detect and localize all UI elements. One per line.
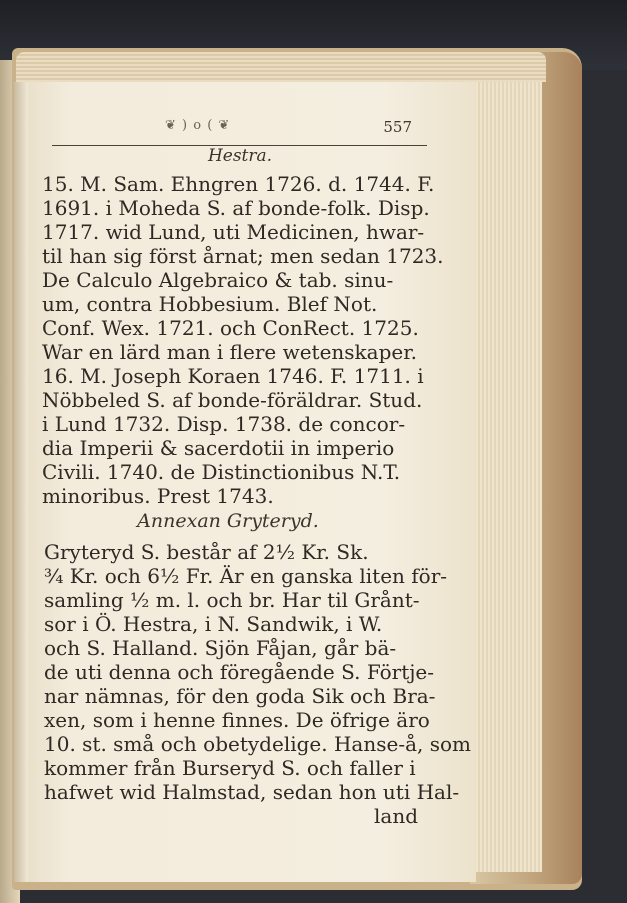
entry-line: War en lärd man i flere wetenskaper. bbox=[42, 340, 417, 364]
entry-line: 16. M. Joseph Koraen 1746. F. 1711. i bbox=[42, 364, 424, 388]
running-head bbox=[150, 118, 430, 140]
entry-line: dia Imperii & sacerdotii in imperio bbox=[42, 436, 395, 460]
annex-line: 10. st. små och obetydelige. Hanse-å, som bbox=[44, 732, 471, 756]
annex-line: kommer från Burseryd S. och faller i bbox=[44, 756, 416, 780]
entry-line: Nöbbeled S. af bonde-föräldrar. Stud. bbox=[42, 388, 423, 412]
page-number: 557 bbox=[383, 118, 412, 136]
annex-line: xen, som i henne finnes. De öfrige äro bbox=[44, 708, 430, 732]
annex-line: sor i Ö. Hestra, i N. Sandwik, i W. bbox=[44, 612, 383, 636]
annex-line: samling ½ m. l. och br. Har til Grånt- bbox=[44, 588, 420, 612]
annex-line: ¾ Kr. och 6½ Fr. Är en ganska liten för- bbox=[44, 564, 448, 588]
entry-line: til han sig först årnat; men sedan 1723. bbox=[42, 244, 444, 268]
section-title: Hestra. bbox=[207, 146, 273, 166]
annex-line: hafwet wid Halmstad, sedan hon uti Hal- bbox=[44, 780, 460, 804]
annex-title: Annexan Gryteryd. bbox=[137, 510, 319, 532]
entry-line: De Calculo Algebraico & tab. sinu- bbox=[42, 268, 394, 292]
entry-line: 1717. wid Lund, uti Medicinen, hwar- bbox=[42, 220, 425, 244]
entry-line: minoribus. Prest 1743. bbox=[42, 484, 274, 508]
entry-line: i Lund 1732. Disp. 1738. de concor- bbox=[42, 412, 406, 436]
entry-line: um, contra Hobbesium. Blef Not. bbox=[42, 292, 378, 316]
annex-line: de uti denna och föregående S. Förtje- bbox=[44, 660, 435, 684]
page-stack-top-edge bbox=[16, 52, 546, 82]
header-ornament: ❦ ) o ( ❦ bbox=[165, 118, 231, 133]
entry-line: Civili. 1740. de Distinctionibus N.T. bbox=[42, 460, 401, 484]
annex-line: och S. Halland. Sjön Fåjan, går bä- bbox=[44, 636, 397, 660]
annex-line: Gryteryd S. består af 2½ Kr. Sk. bbox=[44, 540, 369, 564]
entry-line: 1691. i Moheda S. af bonde-folk. Disp. bbox=[42, 196, 430, 220]
entry-line: Conf. Wex. 1721. och ConRect. 1725. bbox=[42, 316, 419, 340]
page-gutter bbox=[14, 82, 28, 882]
page-stack-fore-edge bbox=[472, 62, 542, 872]
annex-line: land bbox=[374, 804, 419, 828]
annex-line: nar nämnas, för den goda Sik och Bra- bbox=[44, 684, 436, 708]
entry-line: 15. M. Sam. Ehngren 1726. d. 1744. F. bbox=[42, 172, 435, 196]
